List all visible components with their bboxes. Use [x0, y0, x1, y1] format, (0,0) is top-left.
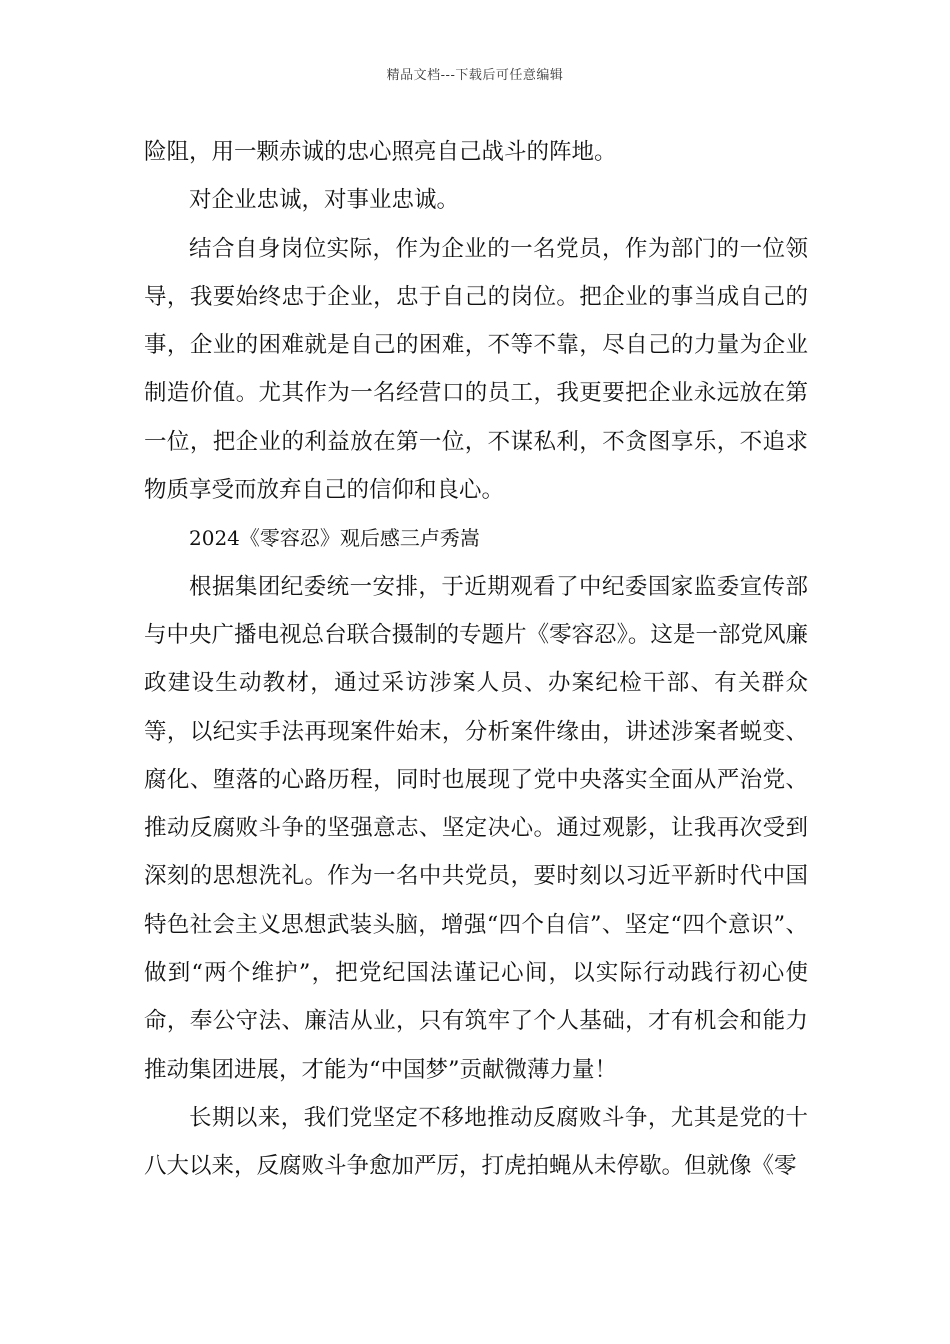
paragraph-article-title: 2024《零容忍》观后感三卢秀嵩: [189, 526, 480, 551]
paragraph-loyalty-heading: 对企业忠诚，对事业忠诚。: [189, 187, 460, 214]
paragraph-anticorruption: 长期以来，我们党坚定不移地推动反腐败斗争，尤其是党的十八大以来，反腐败斗争愈加严厉，打虎拍蝇从未停歇。但就像《零: [144, 1104, 808, 1180]
page-header: 精品文档---下载后可任意编辑: [386, 68, 564, 83]
paragraph-zero-tolerance-body: 根据集团纪委统一安排，于近期观看了中纪委国家监委宣传部与中央广播电视总台联合摄制的专题片《零容忍》。这是一部党风廉政建设生动教材，通过采访涉案人员、办案纪检干部、有关群众等，以纪实手法再现案件始末，分析案件缘由，讲述涉案者蜕变、腐化、堕落的心路历程，同时也展现了党中央落实全面从严治党、推动反腐败斗争的坚强意志、坚定决心。通过观影，让我再次受到深刻的思想洗礼。作为一名中共党员，要时刻以习近平新时代中国特色社会主义思想武装头脑，增强“四个自信”、坚定“四个意识”、做到“两个维护”，把党纪国法谨记心间，以实际行动践行初心使命，奉公守法、廉洁从业，只有筑牢了个人基础，才有机会和能力推动集团进展，才能为“中国梦”贡献微薄力量！: [144, 573, 808, 1083]
paragraph-continuation: 险阻，用一颗赤诚的忠心照亮自己战斗的阵地。: [144, 139, 617, 165]
paragraph-loyalty-body: 结合自身岗位实际，作为企业的一名党员，作为部门的一位领导，我要始终忠于企业，忠于自己的岗位。把企业的事当成自己的事，企业的困难就是自己的困难，不等不靠，尽自己的力量为企业制造价值。尤其作为一名经营口的员工，我更要把企业永远放在第一位，把企业的利益放在第一位，不谋私利，不贪图享乐，不追求物质享受而放弃自己的信仰和良心。: [144, 235, 808, 504]
document-body: [144, 128, 808, 1191]
